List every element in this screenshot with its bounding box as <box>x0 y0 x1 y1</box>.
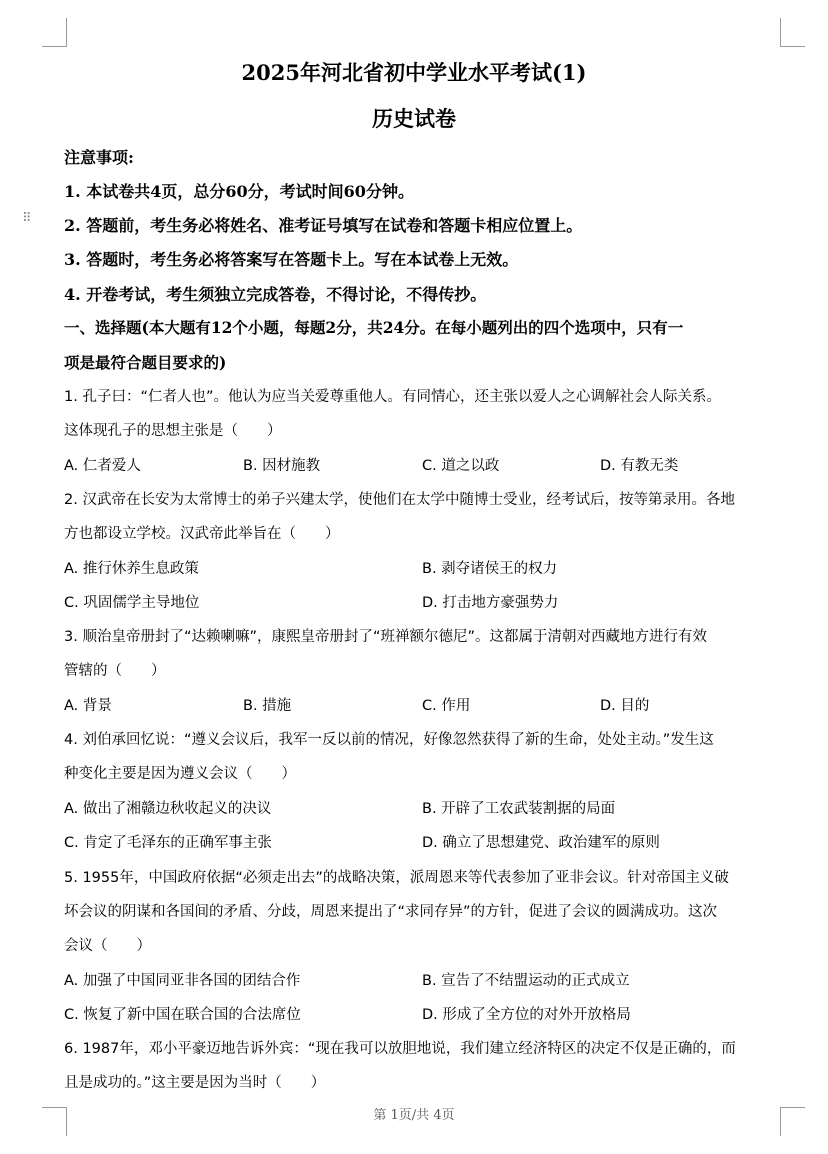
option-c: C. 巩固儒学主导地位 <box>64 595 200 611</box>
option-c: C. 恢复了新中国在联合国的合法席位 <box>64 1007 301 1023</box>
question-text: 会议（ ） <box>64 938 151 954</box>
question-text: 这体现孔子的思想主张是（ ） <box>64 423 282 439</box>
option-a: A. 仁者爱人 <box>64 458 141 474</box>
question-text: 坏会议的阴谋和各国间的矛盾、分歧，周恩来提出了“求同存异”的方针，促进了会议的圆满成功。这次 <box>64 904 718 920</box>
page-number: 第 1页/共 4页 <box>373 1108 455 1123</box>
option-c: C. 道之以政 <box>422 458 500 474</box>
note-item: 4. 开卷考试，考生须独立完成答卷，不得讨论，不得传抄。 <box>64 285 487 304</box>
section-heading: 一、选择题(本大题有12个小题，每题2分，共24分。在每小题列出的四个选项中，只有一 <box>64 318 684 337</box>
drag-handle-icon[interactable]: ⠿ <box>22 211 31 226</box>
note-item: 2. 答题前，考生务必将姓名、准考证号填写在试卷和答题卡相应位置上。 <box>64 216 583 235</box>
question-text: 6. 1987年，邓小平豪迈地告诉外宾：“现在我可以放胆地说，我们建立经济特区的决定不仅是正确的，而 <box>64 1041 736 1057</box>
notes-heading: 注意事项: <box>64 148 134 167</box>
question-text: 且是成功的。”这主要是因为当时（ ） <box>64 1075 326 1091</box>
option-a: A. 背景 <box>64 698 112 714</box>
option-a: A. 推行休养生息政策 <box>64 561 199 577</box>
option-b: B. 因材施教 <box>243 458 321 474</box>
note-item: 3. 答题时，考生务必将答案写在答题卡上。写在本试卷上无效。 <box>64 250 519 269</box>
question-text: 管辖的（ ） <box>64 663 166 679</box>
option-a: A. 加强了中国同亚非各国的团结合作 <box>64 973 301 989</box>
option-b: B. 开辟了工农武装割据的局面 <box>422 801 616 817</box>
option-a: A. 做出了湘赣边秋收起义的决议 <box>64 801 272 817</box>
question-text: 2. 汉武帝在长安为太常博士的弟子兴建太学，使他们在太学中随博士受业，经考试后，按等第录用。各地 <box>64 492 735 508</box>
option-d: D. 形成了全方位的对外开放格局 <box>422 1007 631 1023</box>
option-b: B. 宣告了不结盟运动的正式成立 <box>422 973 630 989</box>
option-b: B. 措施 <box>243 698 292 714</box>
question-text: 方也都设立学校。汉武帝此举旨在（ ） <box>64 526 340 542</box>
note-item: 1. 本试卷共4页，总分60分，考试时间60分钟。 <box>64 182 414 201</box>
option-c: C. 作用 <box>422 698 471 714</box>
question-text: 4. 刘伯承回忆说：“遵义会议后，我军一反以前的情况，好像忽然获得了新的生命，处处主动。”发生这 <box>64 732 714 748</box>
question-text: 5. 1955年，中国政府依据“必须走出去”的战略决策，派周恩来等代表参加了亚非会议。针对帝国主义破 <box>64 870 729 886</box>
option-b: B. 剥夺诸侯王的权力 <box>422 561 558 577</box>
option-d: D. 打击地方豪强势力 <box>422 595 559 611</box>
question-text: 种变化主要是因为遵义会议（ ） <box>64 766 296 782</box>
crop-mark-top-right <box>780 18 805 47</box>
section-heading-cont: 项是最符合题目要求的) <box>64 353 227 372</box>
exam-subtitle: 历史试卷 <box>372 106 456 131</box>
option-d: D. 确立了思想建党、政治建军的原则 <box>422 835 660 851</box>
exam-title: 2025年河北省初中学业水平考试(1) <box>241 60 587 85</box>
option-d: D. 目的 <box>600 698 650 714</box>
option-d: D. 有教无类 <box>600 458 679 474</box>
question-text: 3. 顺治皇帝册封了“达赖喇嘛”，康熙皇帝册封了“班禅额尔德尼”。这都属于清朝对西藏地方进行有效 <box>64 629 707 645</box>
crop-mark-top-left <box>42 18 67 47</box>
question-text: 1. 孔子曰：“仁者人也”。他认为应当关爱尊重他人。有同情心，还主张以爱人之心调解社会人际关系。 <box>64 389 721 405</box>
option-c: C. 肯定了毛泽东的正确军事主张 <box>64 835 272 851</box>
